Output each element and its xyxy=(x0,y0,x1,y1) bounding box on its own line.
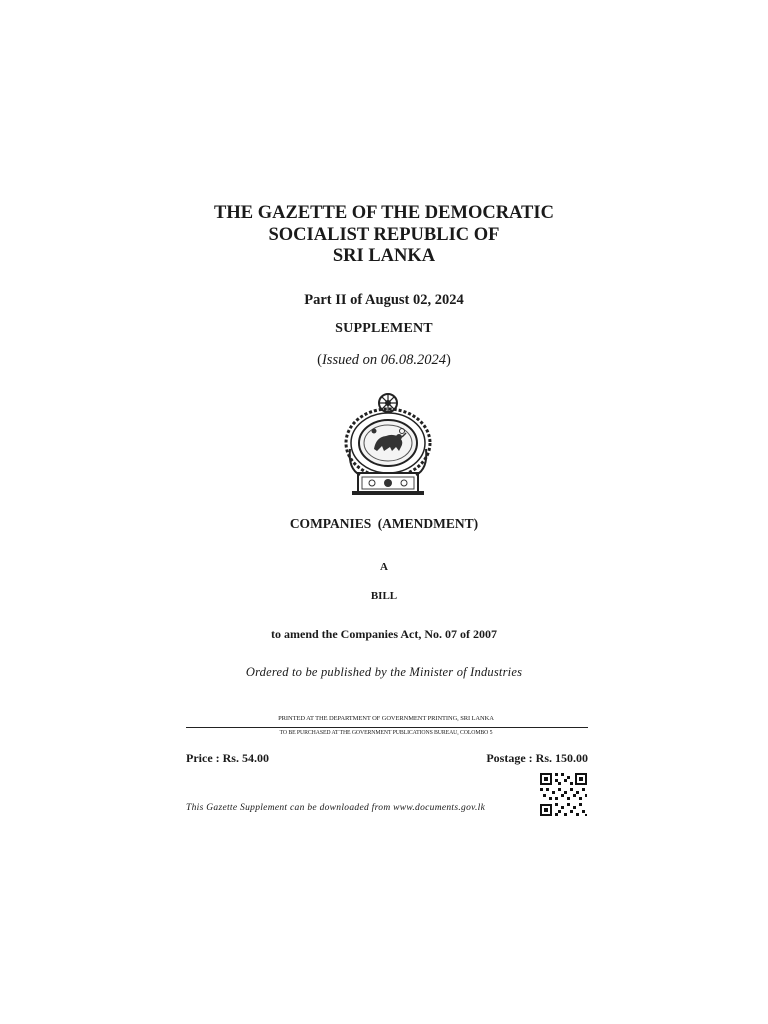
bill-label: BILL xyxy=(370,590,398,602)
download-notice: This Gazette Supplement can be downloaded from www.documents.gov.lk xyxy=(186,803,486,813)
title-line-3: SRI LANKA xyxy=(332,246,436,266)
title-line-1: THE GAZETTE OF THE DEMOCRATIC xyxy=(214,203,554,223)
supplement-label: SUPPLEMENT xyxy=(335,321,433,336)
issued-close-paren: ) xyxy=(446,352,451,368)
bill-name: COMPANIES (AMENDMENT) xyxy=(289,516,479,531)
bill-article: A xyxy=(380,561,388,573)
price-label: Price : Rs. 54.00 xyxy=(186,751,269,765)
postage-label: Postage : Rs. 150.00 xyxy=(486,751,588,765)
sri-lanka-national-emblem-icon xyxy=(344,389,432,497)
printed-notice: PRINTED AT THE DEPARTMENT OF GOVERNMENT PRINTING, SRI LANKA xyxy=(278,715,494,722)
purchase-notice: TO BE PURCHASED AT THE GOVERNMENT PUBLICATIONS BUREAU, COLOMBO 5 xyxy=(279,730,493,736)
part-date: Part II of August 02, 2024 xyxy=(304,292,464,308)
issued-open-paren: ( xyxy=(317,352,322,368)
gazette-title xyxy=(0,203,768,268)
ordered-by: Ordered to be published by the Minister of Industries xyxy=(245,665,523,679)
footer-divider xyxy=(186,727,588,728)
qr-code-icon xyxy=(539,772,588,817)
issued-text: Issued on 06.08.2024 xyxy=(321,352,447,368)
issued-date xyxy=(0,352,768,369)
bill-purpose: to amend the Companies Act, No. 07 of 2007 xyxy=(271,627,497,641)
title-line-2: SOCIALIST REPUBLIC OF xyxy=(268,224,500,245)
